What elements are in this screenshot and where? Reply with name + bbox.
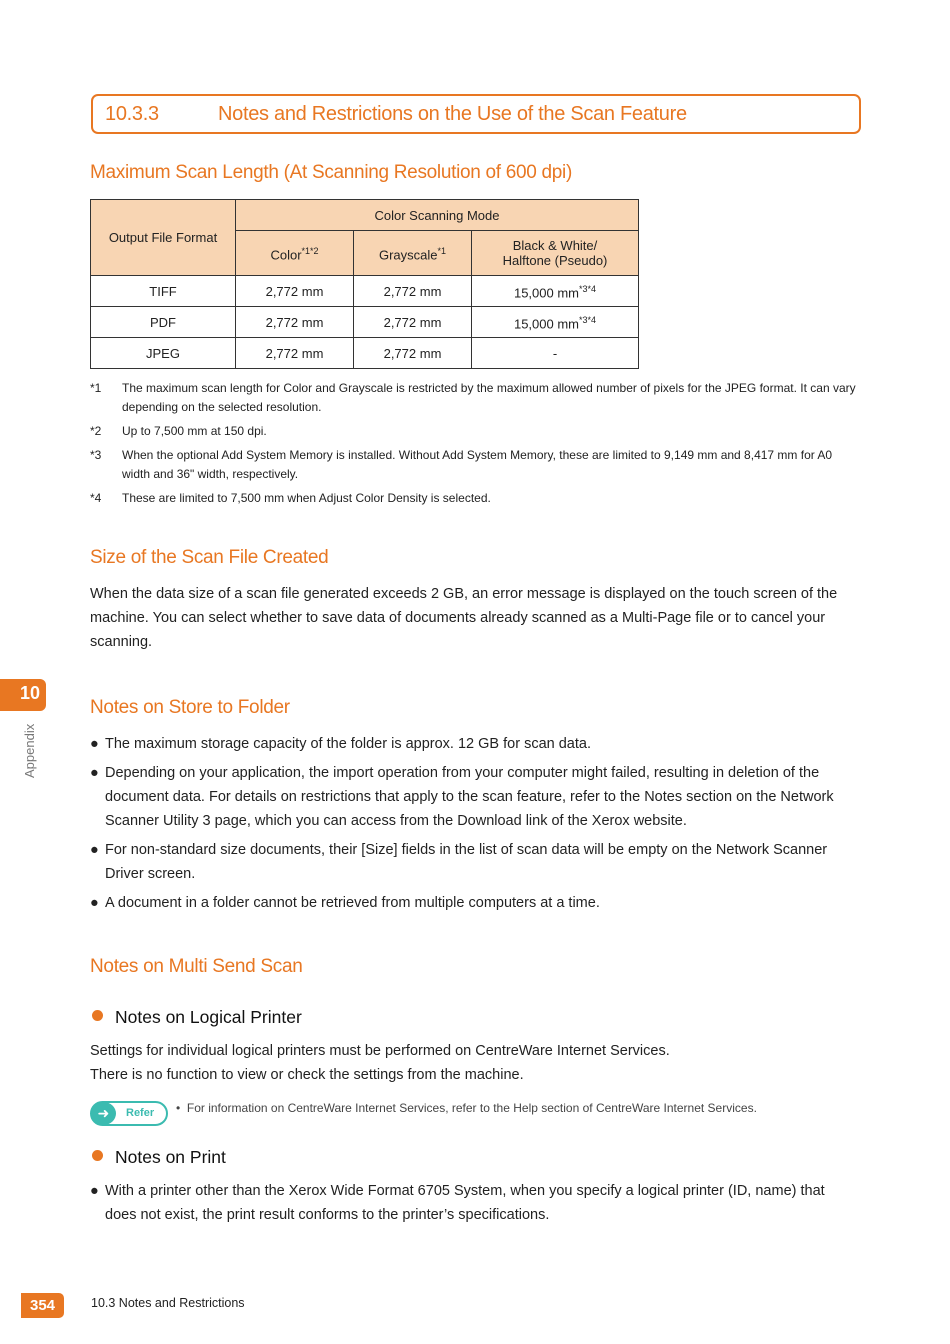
chapter-tab: 10 xyxy=(0,679,46,711)
subheading-logical-printer: Notes on Logical Printer xyxy=(90,1005,860,1029)
list-item: ● Depending on your application, the import operation from your computer might failed, resulting in deletion of the document data. For details on restrictions that apply to the scan feature, refer to the Notes section on the Network Scanner Utility 3 page, which you can access from the Download link of the Xerox website. xyxy=(90,765,834,829)
refer-note: • For information on CentreWare Internet Services, refer to the Help section of CentreWare Internet Services. xyxy=(176,1101,757,1115)
section-title-text: Notes and Restrictions on the Use of the Scan Feature xyxy=(218,103,687,125)
footnote: *4 These are limited to 7,500 mm when Adjust Color Density is selected. xyxy=(90,491,491,505)
heading-multi-send-scan: Notes on Multi Send Scan xyxy=(90,956,303,977)
logical-printer-text-2: There is no function to view or check the settings from the machine. xyxy=(90,1067,524,1083)
refer-badge: ➜ Refer xyxy=(90,1101,168,1126)
chapter-label: Appendix xyxy=(22,723,37,778)
table-row: JPEG 2,772 mm 2,772 mm - xyxy=(91,338,639,369)
list-item: ● A document in a folder cannot be retrieved from multiple computers at a time. xyxy=(90,895,600,911)
list-item: ● The maximum storage capacity of the folder is approx. 12 GB for scan data. xyxy=(90,736,591,752)
scan-length-table xyxy=(90,199,639,369)
header-color: Color$^{*1*2}$ xyxy=(236,231,354,276)
heading-max-scan-length: Maximum Scan Length (At Scanning Resolution of 600 dpi) xyxy=(90,162,573,183)
section-number: 10.3.3 xyxy=(105,103,159,125)
subheading-print: Notes on Print xyxy=(90,1145,860,1169)
footnote: *3 When the optional Add System Memory is installed. Without Add System Memory, these are limited to 9,149 mm and 8,417 mm for A0 width and 36" width, respectively. xyxy=(90,448,833,481)
table-row: TIFF 2,772 mm 2,772 mm 15,000 $mm^{*3*4}$ xyxy=(91,276,639,307)
header-bw: Black & White/ Halftone (Pseudo) xyxy=(472,231,639,276)
list-item: ● For non-standard size documents, their [Size] fields in the list of scan data will be empty on the Network Scanner Driver screen. xyxy=(90,842,828,882)
footnote: *1 The maximum scan length for Color and Grayscale is restricted by the maximum allowed number of pixels for the JPEG format. It can vary depending on the selected resolution. xyxy=(90,381,856,414)
heading-scan-file-size: Size of the Scan File Created xyxy=(90,547,329,568)
header-grayscale: Grayscale$^{*1}$ xyxy=(354,231,472,276)
logical-printer-text-1: Settings for individual logical printers must be performed on CentreWare Internet Services. xyxy=(90,1043,670,1059)
section-title xyxy=(91,94,861,134)
header-color-mode: Color Scanning Mode xyxy=(236,200,639,231)
page-content xyxy=(90,94,860,1227)
scan-file-size-text: When the data size of a scan file generated exceeds 2 GB, an error message is displayed on the touch screen of the machine. You can select whether to save data of documents already scanned as a Multi-Page file or to cancel your scanning. xyxy=(90,586,838,650)
footnote: *2 Up to 7,500 mm at 150 dpi. xyxy=(90,424,267,438)
table-row: PDF 2,772 mm 2,772 mm 15,000 $mm^{*3*4}$ xyxy=(91,307,639,338)
refer-row xyxy=(90,1099,860,1125)
heading-store-to-folder: Notes on Store to Folder xyxy=(90,697,290,718)
bullet-icon xyxy=(92,1150,103,1161)
header-output-format: Output File Format xyxy=(91,200,236,276)
footer-section: 10.3 Notes and Restrictions xyxy=(91,1296,245,1310)
page-number: 354 xyxy=(21,1293,64,1318)
list-item: ● With a printer other than the Xerox Wide Format 6705 System, when you specify a logical printer (ID, name) that does not exist, the print result conforms to the printer’s specifications. xyxy=(90,1183,825,1223)
arrow-right-icon: ➜ xyxy=(91,1102,116,1125)
bullet-icon xyxy=(92,1010,103,1021)
